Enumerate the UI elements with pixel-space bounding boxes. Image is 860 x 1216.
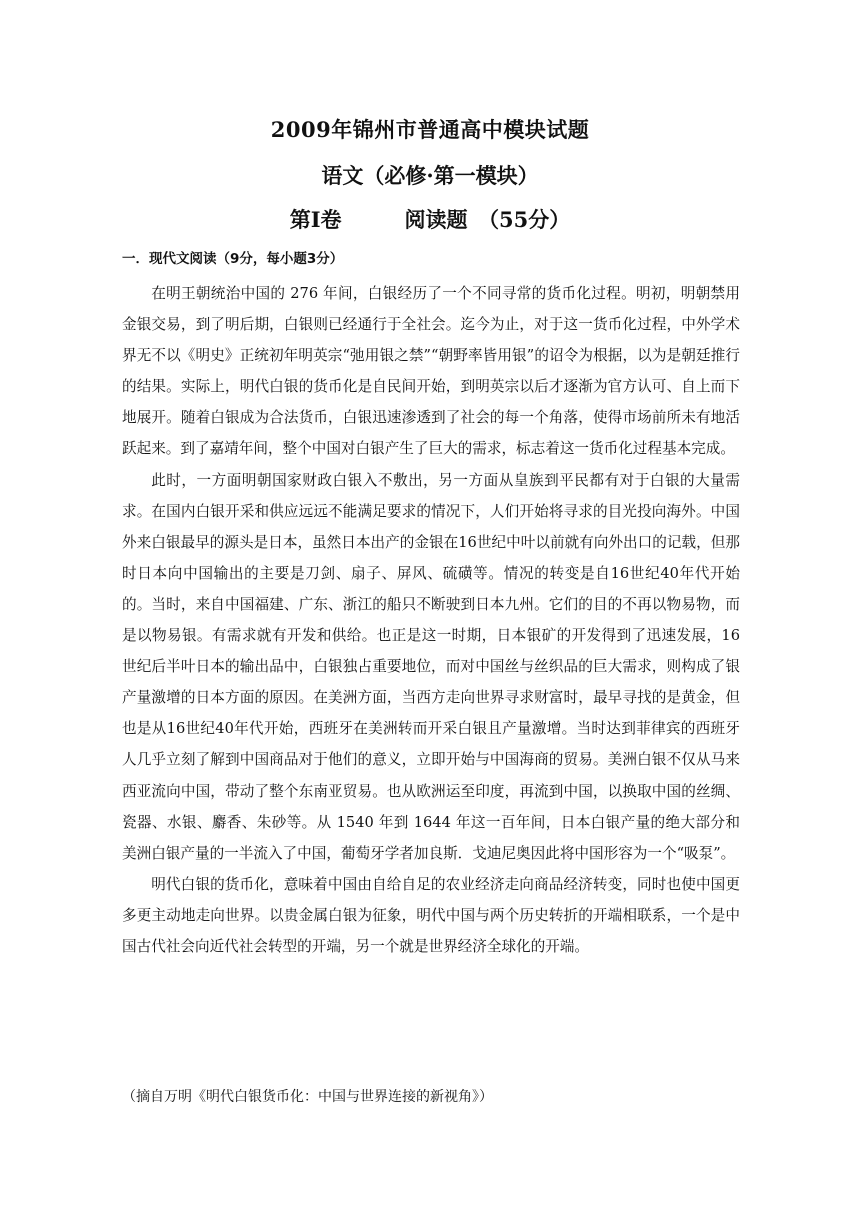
passage-source: （摘自万明《明代白银货币化：中国与世界连接的新视角》）	[122, 1089, 493, 1105]
volume-title: 第Ⅰ卷 阅读题 （55分）	[289, 207, 571, 232]
exam-title: 2009年锦州市普通高中模块试题	[270, 117, 590, 142]
subject-title: 语文（必修·第一模块）	[321, 163, 539, 188]
section-heading: 一．现代文阅读（9分，每小题3分）	[122, 251, 344, 267]
passage-paragraph: 此时，一方面明朝国家财政白银入不敷出，另一方面从皇族到平民都有对于白银的大量需求。在国内白银开采和供应远远不能满足要求的情况下，人们开始将寻求的目光投向海外。中国外来白银最早的源头是日本，虽然日本出产的金银在16世纪中叶以前就有向外出口的记载，但那时日本向中国输出的主要是刀剑、扇子、屏风、硫磺等。情况的转变是自16世纪40年代开始的。当时，来自中国福建、广东、浙江的船只不断驶到日本九州。它们的目的不再以物易物，而是以物易银。有需求就有开发和供给。也正是这一时期，日本银矿的开发得到了迅速发展，16 世纪后半叶日本的输出品中，白银独占重要地位，而对中国丝与丝织品的巨大需求，则构成了银产量激增的日本方面的原因。在美洲方面，当西方走向世界寻求财富时，最早寻找的是黄金，但也是从16世纪40年代开始，西班牙在美洲转而开采白银且产量激增。当时达到菲律宾的西班牙人几乎立刻了解到中国商品对于他们的意义，立即开始与中国海商的贸易。美洲白银不仅从马来西亚流向中国，带动了整个东南亚贸易。也从欧洲运至印度，再流到中国，以换取中国的丝绸、瓷器、水银、麝香、朱砂等。从 1540 年到 1644 年这一百年间，日本白银产量的绝大部分和美洲白银产量的一半流入了中国，葡萄牙学者加良斯．戈迪尼奥因此将中国形容为一个“吸泵”。	[122, 471, 740, 862]
reading-passage	[122, 278, 740, 962]
passage-paragraph: 在明王朝统治中国的 276 年间，白银经历了一个不同寻常的货币化过程。明初，明朝禁用金银交易，到了明后期，白银则已经通行于全社会。迄今为止，对于这一货币化过程，中外学术界无不以《明史》正统初年明英宗“弛用银之禁”“朝野率皆用银”的诏令为根据，以为是朝廷推行的结果。实际上，明代白银的货币化是自民间开始，到明英宗以后才逐渐为官方认可、自上而下地展开。随着白银成为合法货币，白银迅速渗透到了社会的每一个角落，使得市场前所未有地活跃起来。到了嘉靖年间，整个中国对白银产生了巨大的需求，标志着这一货币化过程基本完成。	[122, 285, 740, 458]
passage-paragraph: 明代白银的货币化，意味着中国由自给自足的农业经济走向商品经济转变，同时也使中国更多更主动地走向世界。以贵金属白银为征象，明代中国与两个历史转折的开端相联系，一个是中国古代社会向近代社会转型的开端，另一个就是世界经济全球化的开端。	[122, 875, 740, 955]
